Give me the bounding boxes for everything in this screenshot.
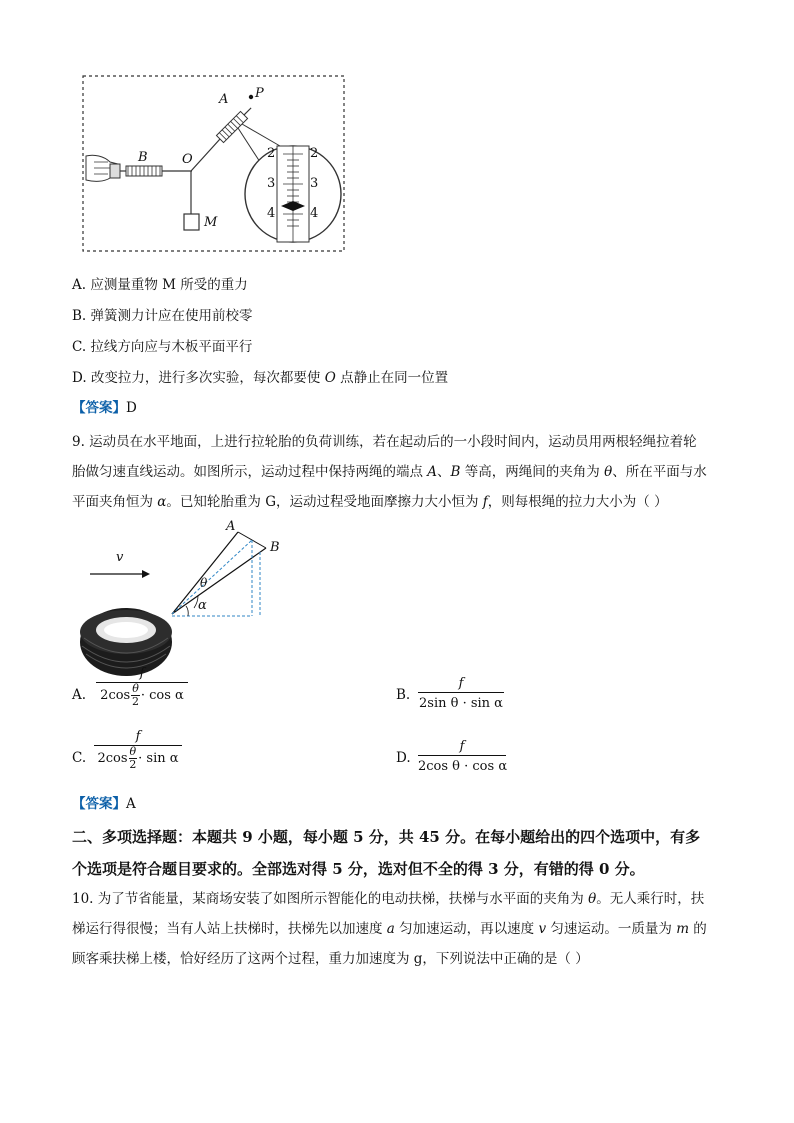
q9-var-theta: θ: [604, 464, 613, 480]
q9-line1: 9. 运动员在水平地面，上进行拉轮胎的负荷训练，若在起动后的一小段时间内，运动员用两根轻绳拉着轮: [72, 434, 697, 450]
hand-icon: [86, 155, 120, 181]
arrow-icon: [142, 570, 150, 578]
label-b: B: [138, 150, 148, 165]
den-post: · sin α: [138, 751, 179, 766]
den-pre: 2cos: [100, 688, 131, 703]
answer-value: A: [126, 796, 136, 812]
q9-var-f: f: [482, 494, 488, 510]
q8-option-d-suffix: 点静止在同一位置: [335, 370, 449, 386]
fraction-denominator: [94, 745, 182, 771]
q9-line3: [72, 492, 668, 512]
half-angle-den: 2: [129, 758, 137, 771]
answer-bracket: 【答案】: [72, 796, 126, 812]
answer-value: D: [126, 400, 137, 416]
fig9-label-a: A: [226, 519, 236, 534]
q10-line1-b: 。无人乘行时，扶: [596, 891, 705, 907]
q8-option-a: A. 应测量重物 M 所受的重力: [72, 277, 248, 293]
q10-var-a: a: [386, 921, 395, 937]
den-post: · cos α: [140, 688, 184, 703]
q8-option-c: C. 拉线方向应与木板平面平行: [72, 339, 253, 355]
section2-line2: 个选项是符合题目要求的。全部选对得 5 分，选对但不全的得 3 分，有错的得 0 分。: [72, 860, 645, 878]
q9-line2-c: 、所在平面与水: [612, 464, 707, 480]
q9-option-c-fraction: [94, 729, 182, 771]
fraction-numerator: f: [458, 676, 464, 691]
q9-var-a: A: [427, 464, 438, 480]
q8-answer: [72, 398, 137, 418]
section2-line1: 二、多项选择题：本题共 9 小题，每小题 5 分，共 45 分。在每小题给出的四个选项中，有多: [72, 828, 701, 846]
q9-line2: [72, 462, 707, 482]
q9-var-b: B: [450, 464, 461, 480]
figure-q8: [80, 74, 348, 256]
q9-option-b-fraction: [418, 676, 504, 715]
fraction-numerator: f: [139, 666, 145, 681]
scale-left-3: 3: [267, 176, 276, 191]
half-angle-den: 2: [132, 695, 140, 708]
scale-right-4: 4: [310, 206, 319, 221]
point-p-dot: [249, 95, 253, 99]
fraction-denominator: [96, 682, 188, 708]
scale-left-2: 2: [267, 146, 276, 161]
q9-answer: [72, 794, 136, 814]
q9-option-b-label: B.: [396, 687, 411, 703]
fraction-numerator: f: [459, 739, 465, 754]
half-angle-num: θ: [129, 745, 137, 758]
q10-line2-d: 的: [689, 921, 707, 937]
q9-option-d-label: D.: [396, 750, 411, 766]
fig9-label-v: v: [116, 550, 124, 565]
scale-right-3: 3: [310, 176, 319, 191]
figure-q9: [76, 518, 286, 683]
label-p: P: [255, 86, 264, 101]
scale-left-4: 4: [267, 206, 276, 221]
fraction-denominator: 2sin θ · sin α: [419, 696, 503, 711]
scale-right-2: 2: [310, 146, 319, 161]
tire-pull-diagram: [76, 518, 286, 683]
den-pre: 2cos: [97, 751, 128, 766]
q10-var-v: v: [538, 921, 547, 937]
q10-line1-a: 10. 为了节省能量，某商场安装了如图所示智能化的电动扶梯，扶梯与水平面的夹角为: [72, 891, 589, 907]
q8-option-d: [72, 368, 448, 388]
q9-line2-a: 胎做匀速直线运动。如图所示，运动过程中保持两绳的端点: [72, 464, 428, 480]
q9-option-c-label: C.: [72, 750, 87, 766]
q9-line3-a: 平面夹角恒为: [72, 494, 158, 510]
q10-line2-c: 匀速运动。一质量为: [546, 921, 677, 937]
q10-var-m: m: [676, 921, 689, 937]
half-angle-fraction: [131, 683, 140, 708]
q10-line2-a: 梯运行得很慢；当有人站上扶梯时，扶梯先以加速度: [72, 921, 387, 937]
q8-option-d-prefix: D. 改变拉力，进行多次实验，每次都要使: [72, 370, 325, 386]
q10-var-theta: θ: [588, 891, 597, 907]
q8-option-d-o: O: [324, 370, 336, 386]
q9-line3-b: 。已知轮胎重为 G，运动过程受地面摩擦力大小恒为: [166, 494, 483, 510]
answer-bracket: 【答案】: [72, 400, 126, 416]
label-m: M: [204, 215, 218, 230]
fig9-label-alpha: α: [198, 598, 207, 613]
q8-option-b: B. 弹簧测力计应在使用前校零: [72, 308, 253, 324]
weight-m-icon: [184, 214, 199, 230]
label-o: O: [182, 152, 193, 167]
half-angle-fraction: [129, 746, 138, 771]
q9-line3-c: ，则每根绳的拉力大小为（ ）: [487, 494, 668, 510]
spring-balance-a-icon: [216, 104, 254, 142]
q9-sep: 、: [437, 464, 451, 480]
q9-option-a-label: A.: [72, 687, 87, 703]
fig9-label-b: B: [270, 540, 280, 555]
q10-line2: [72, 919, 707, 939]
q9-option-a-fraction: [96, 666, 188, 708]
fraction-numerator: f: [135, 729, 141, 744]
q10-line2-b: 匀加速运动，再以速度: [394, 921, 539, 937]
half-angle-num: θ: [132, 682, 139, 695]
q10-line3: 顾客乘扶梯上楼，恰好经历了这两个过程，重力加速度为 g，下列说法中正确的是（ ）: [72, 951, 589, 967]
q9-var-alpha: α: [157, 494, 167, 510]
fig9-label-theta: θ: [200, 576, 208, 590]
spring-balance-b-icon: [120, 166, 190, 176]
q9-option-d-fraction: [418, 739, 506, 778]
q10-line1: [72, 889, 704, 909]
fraction-denominator: 2cos θ · cos α: [418, 759, 508, 774]
label-a: A: [219, 92, 229, 107]
q9-line2-b: 等高，两绳间的夹角为: [460, 464, 605, 480]
